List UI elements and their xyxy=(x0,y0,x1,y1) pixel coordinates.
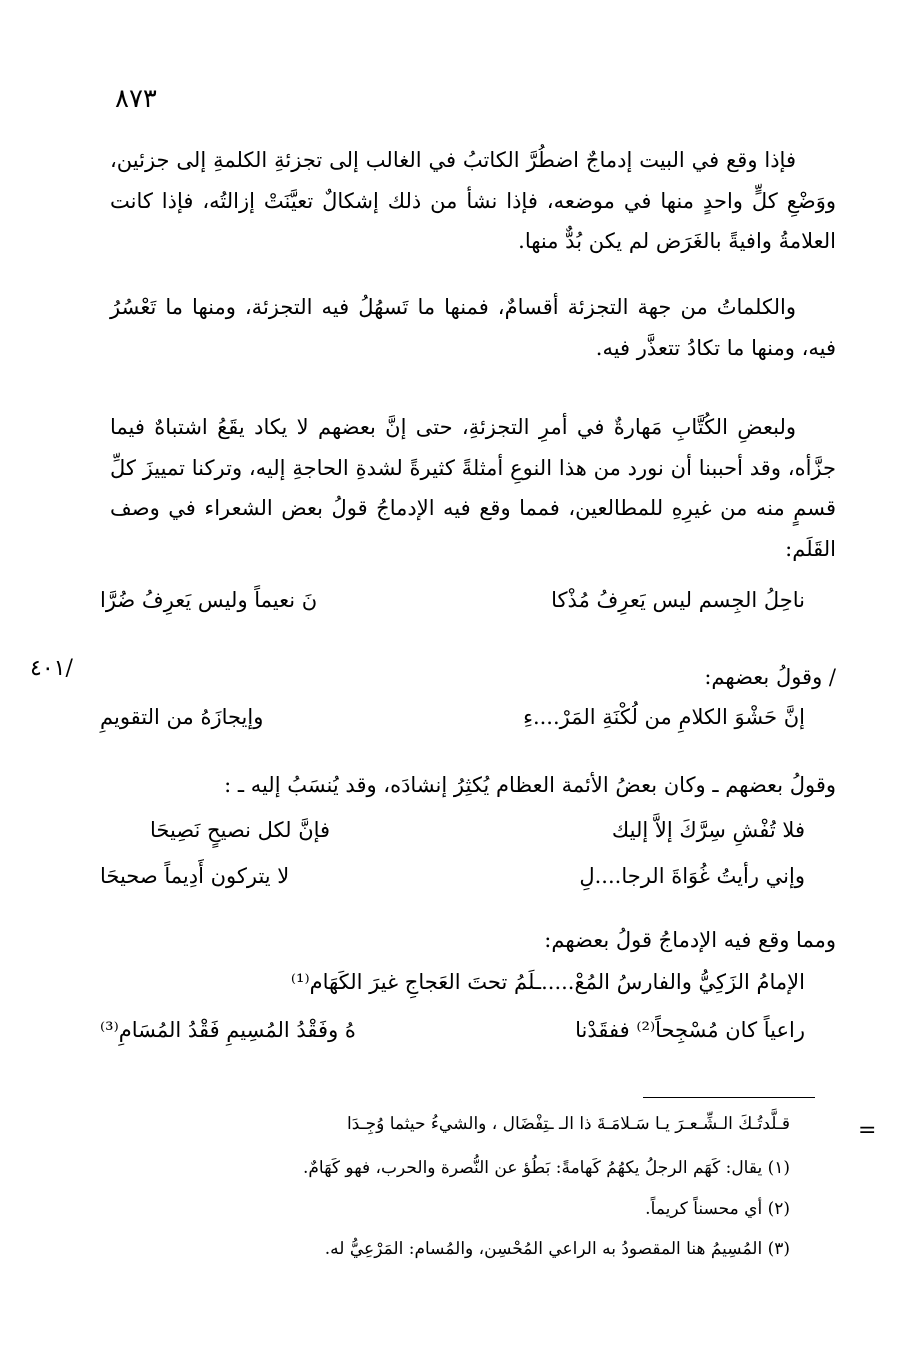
verse-3 xyxy=(100,818,805,858)
verse-3-second-hemistich: فإنَّ لكل نصيحٍ نَصِيحَا xyxy=(150,818,331,842)
page-number: ٨٧٣ xyxy=(115,84,157,114)
footnote-separator xyxy=(643,1097,815,1098)
verse-1 xyxy=(100,588,805,628)
verse-4-first-hemistich: وإني رأيتُ غُوَاةَ الرجا....لِ xyxy=(579,864,805,888)
intro-line-3: وقولُ بعضهم ـ وكان بعضُ الأئمة العظام يُكثِرُ إنشادَه، وقد يُنسَبُ إليه ـ : xyxy=(224,773,836,797)
margin-page-number: /٤٠١ xyxy=(30,656,73,681)
verse-1-second-hemistich: نَ نعيماً وليس يَعرِفُ ضُرَّا xyxy=(100,588,318,612)
verse-2-first-hemistich: إنَّ حَشْوَ الكلامِ من لُكْنَةِ المَرْ....ءِ xyxy=(523,705,805,729)
verse-1-first-hemistich: ناحِلُ الجِسم ليس يَعرِفُ مُذْكا xyxy=(551,588,805,612)
footnote-2: (٢) أي محسناً كريماً. xyxy=(645,1199,790,1219)
paragraph-3: ولبعضِ الكُتَّابِ مَهارةٌ في أمرِ التجزئةِ، حتى إنَّ بعضهم لا يكاد يقَعُ اشتباهٌ فيما جزَّأه، وقد أحببنا أن نورد من هذا النوعِ أمثلةً كثيرةً لشدةِ الحاجةِ إليه، وتركنا تمييزَ كلِّ قسمٍ منه من غيرِهِ للمطالعين، فمما وقع فيه الإدماجُ قولُ بعض الشعراء في وصف القَلَم: xyxy=(110,415,836,561)
verse-4 xyxy=(100,864,805,904)
footnote-1: (١) يقال: كَهَم الرجلُ يكهُمُ كَهامةً: بَطُؤ عن النُّصرة والحرب، فهو كَهَامٌ. xyxy=(302,1158,790,1178)
intro-line-2: / وقولُ بعضهم: xyxy=(704,665,836,689)
footnote-continuation-mark: = xyxy=(858,1118,877,1143)
verse-2 xyxy=(100,705,805,745)
verse-6 xyxy=(100,1018,805,1058)
intro-line-4: ومما وقع فيه الإدماجُ قولُ بعضهم: xyxy=(544,928,836,952)
verse-4-second-hemistich: لا يتركون أَدِيماً صحيحَا xyxy=(100,864,290,888)
verse-5-text: الإمامُ الزَكِيُّ والفارسُ المُعْ.....ـلَمُ تحتَ العَجاجِ غيرَ الكَهَام⁽¹⁾ xyxy=(290,970,805,994)
verse-6-second-hemistich: هُ وفَقْدُ المُسِيمِ فَقْدُ المُسَامِ⁽³⁾ xyxy=(100,1018,356,1042)
footnote-carry-verse: قـلَّدتُـكَ الـشِّـعـرَ يـا سَـلامَـةَ ذا الـ ـتِفْضَال ، والشيءُ حيثما وُجِـدَا xyxy=(347,1114,790,1134)
paragraph-1: فإذا وقع في البيت إدماجٌ اضطُرَّ الكاتبُ في الغالب إلى تجزئةِ الكلمةِ إلى جزئين، ووَضْعِ كلٍّ واحدٍ منها في موضعه، فإذا نشأ من ذلك إشكالٌ تعيَّنَتْ إزالتُه، فإذا كانت العلامةُ وافيةً بالغَرَض لم يكن بُدٌّ منها. xyxy=(110,148,836,253)
footnote-3: (٣) المُسِيمُ هنا المقصودُ به الراعي المُحْسِن، والمُسام: المَرْعِيُّ له. xyxy=(324,1239,790,1259)
verse-3-first-hemistich: فلا تُفْشِ سِرَّكَ إلاَّ إليك xyxy=(611,818,805,842)
verse-6-first-hemistich: راعياً كان مُسْجِحاً⁽²⁾ ففقَدْنا xyxy=(575,1018,805,1042)
verse-5 xyxy=(100,970,805,1010)
paragraph-2: والكلماتُ من جهة التجزئة أقسامٌ، فمنها ما تَسهُلُ فيه التجزئة، ومنها ما تَعْسُرُ فيه، ومنها ما تكادُ تتعذَّر فيه. xyxy=(110,295,836,360)
verse-2-second-hemistich: وإيجازَهُ من التقويمِ xyxy=(100,705,264,729)
